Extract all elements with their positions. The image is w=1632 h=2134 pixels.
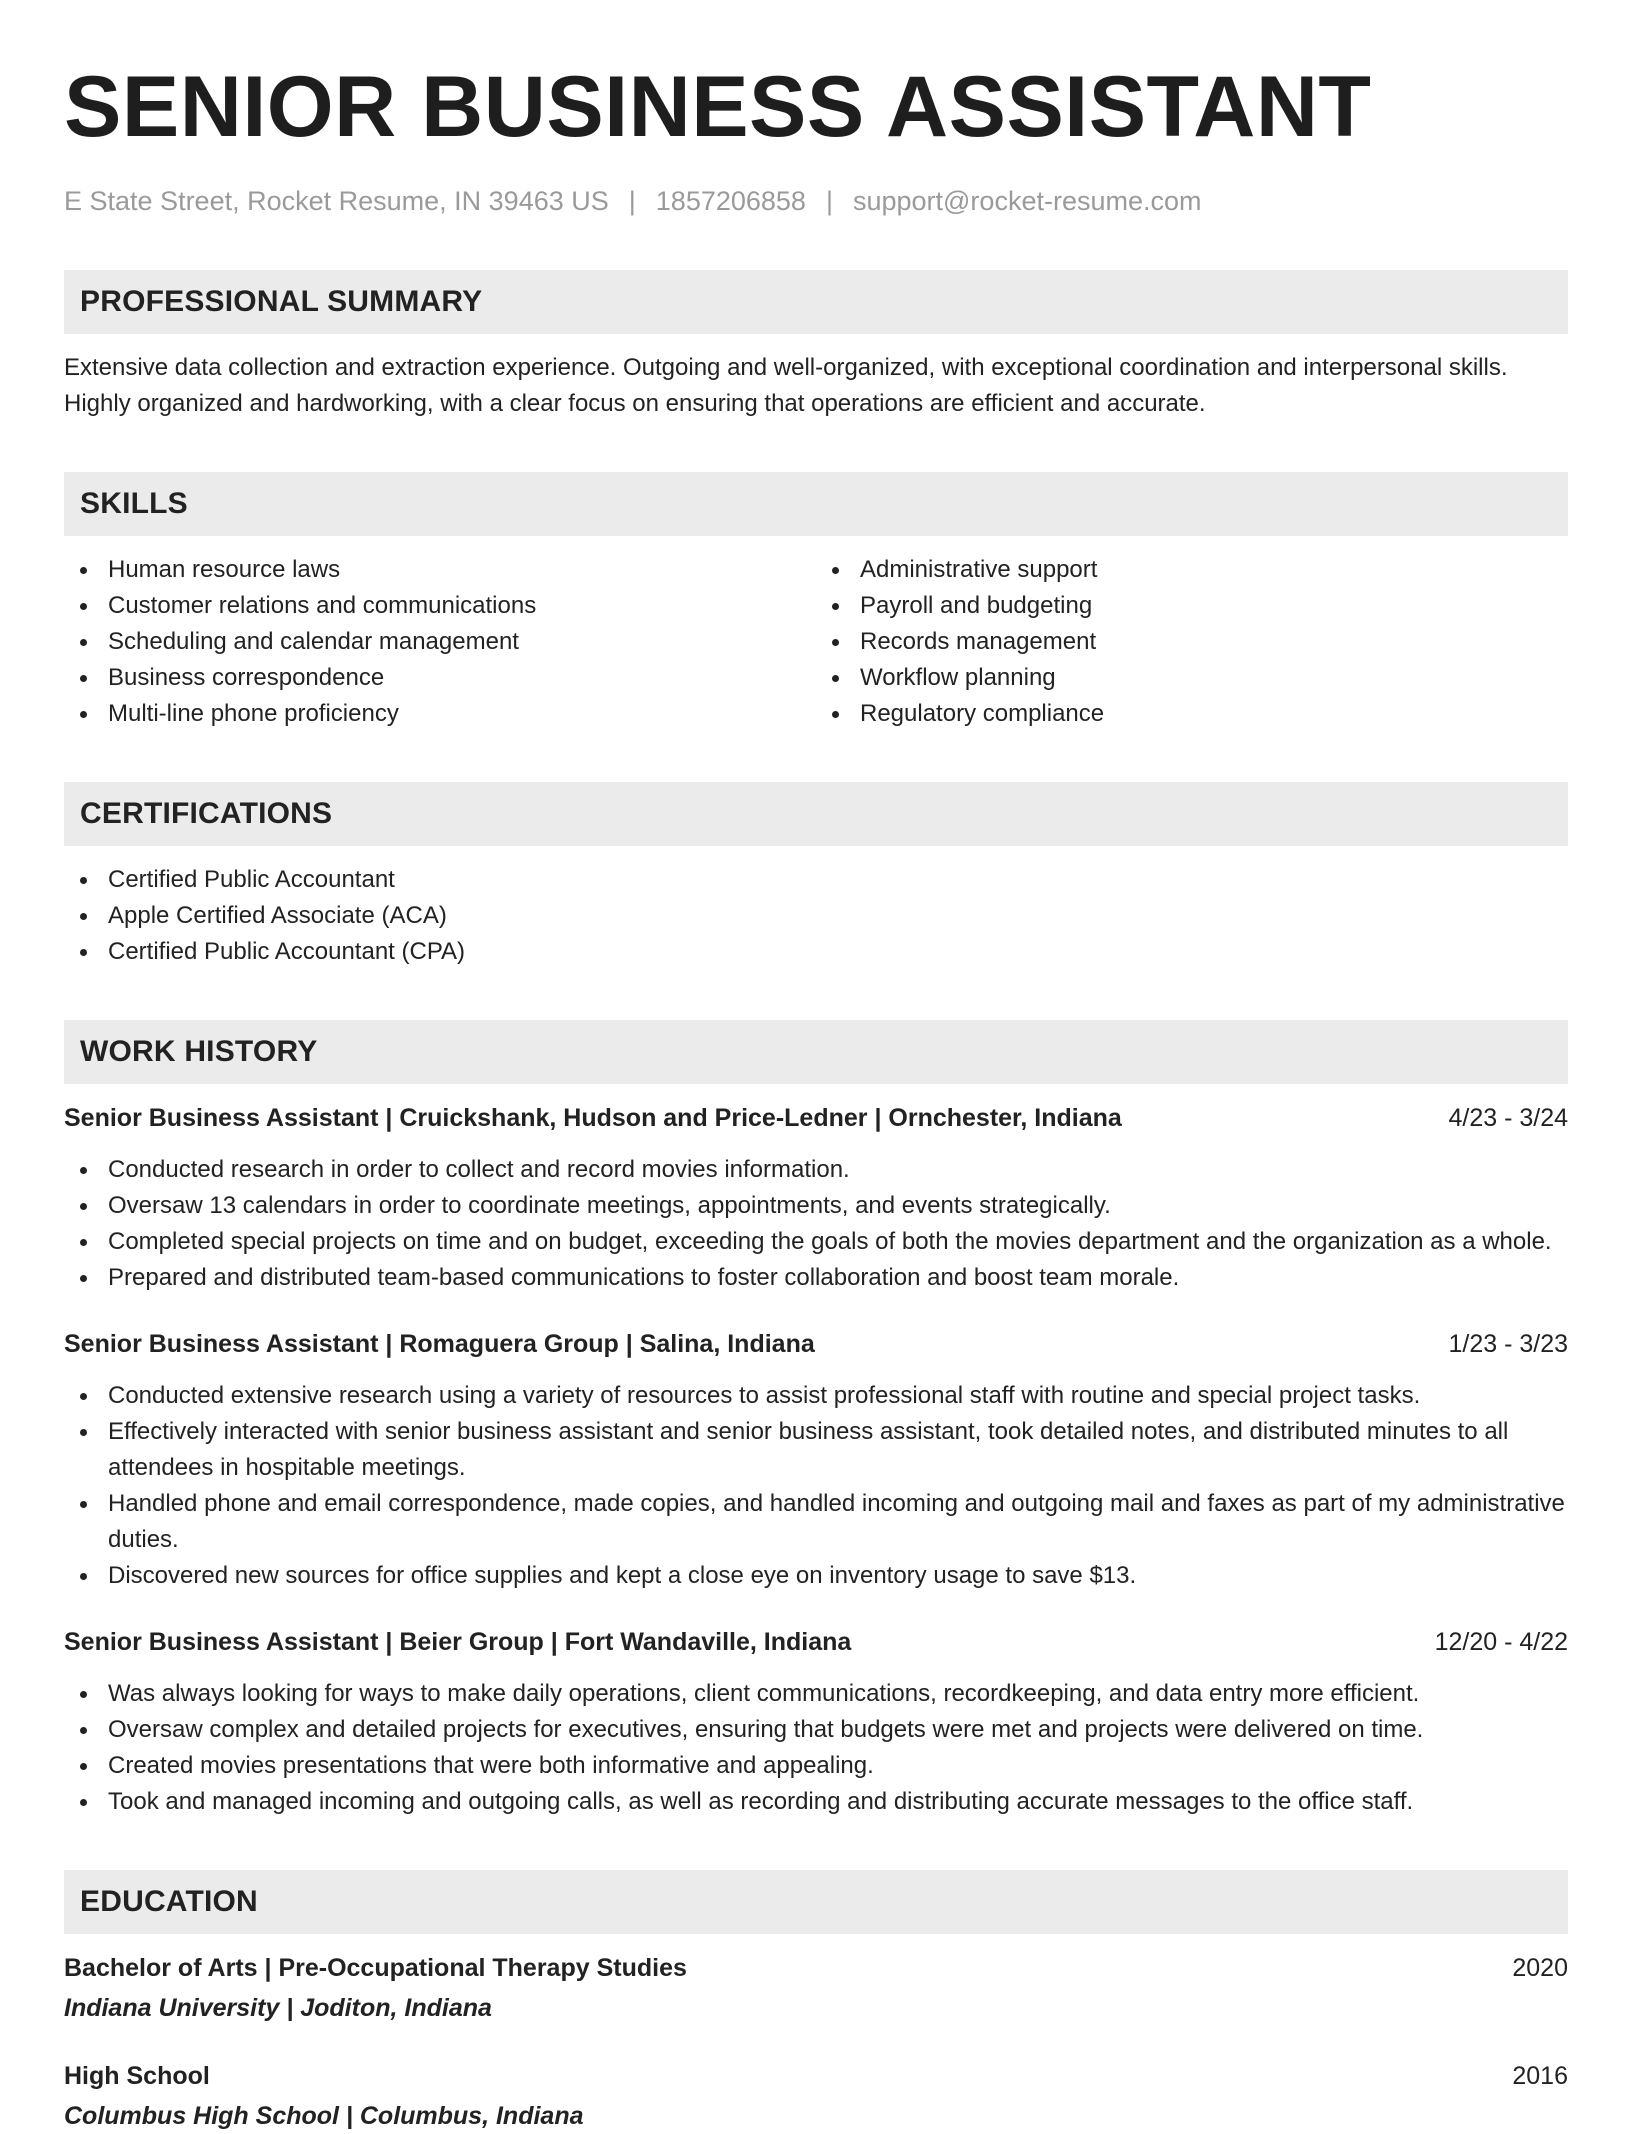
certification-item: Certified Public Accountant (64, 862, 1568, 898)
summary-section-header (64, 270, 1568, 334)
education-heading: EDUCATION (80, 1885, 258, 1918)
work-history-heading: WORK HISTORY (80, 1035, 318, 1068)
contact-email: support@rocket-resume.com (852, 186, 1202, 216)
job-bullet: Was always looking for ways to make daily operations, client communications, recordkeeping, and data entry more efficient. (64, 1676, 1568, 1712)
skills-heading: SKILLS (80, 487, 188, 520)
certifications-heading: CERTIFICATIONS (80, 797, 333, 830)
skill-item: Multi-line phone proficiency (64, 696, 816, 732)
certifications-section-header (64, 782, 1568, 846)
job-bullets (64, 1676, 1568, 1820)
certification-item: Apple Certified Associate (ACA) (64, 898, 1568, 934)
job-title: Senior Business Assistant | Romaguera Group | Salina, Indiana (64, 1330, 815, 1358)
skill-item: Scheduling and calendar management (64, 624, 816, 660)
skills-column-right (816, 552, 1568, 732)
education-section-header (64, 1870, 1568, 1934)
skills-list (64, 552, 1568, 732)
skills-column-left (64, 552, 816, 732)
job-entry (64, 1326, 1568, 1594)
certifications-list (64, 862, 1568, 970)
job-entry (64, 1624, 1568, 1820)
job-entry (64, 1100, 1568, 1296)
job-title: Senior Business Assistant | Cruickshank, Hudson and Price-Ledner | Ornchester, Indiana (64, 1104, 1122, 1132)
contact-separator: | (825, 186, 833, 216)
summary-text: Extensive data collection and extraction experience. Outgoing and well-organized, with exceptional coordination and interpersonal skills. Highly organized and hardworking, with a clear focus on ensuring that operations are efficient and accurate. (64, 354, 1508, 417)
job-bullet: Oversaw complex and detailed projects for executives, ensuring that budgets were met and projects were delivered on time. (64, 1712, 1568, 1748)
job-header (64, 1100, 1568, 1136)
contact-address: E State Street, Rocket Resume, IN 39463 US (64, 186, 609, 216)
skills-section-header (64, 472, 1568, 536)
page-title: SENIOR BUSINESS ASSISTANT (64, 59, 1372, 155)
education-entry (64, 2058, 1568, 2134)
education-degree: Bachelor of Arts | Pre-Occupational Therapy Studies (64, 1954, 687, 1982)
job-bullet: Oversaw 13 calendars in order to coordinate meetings, appointments, and events strategically. (64, 1188, 1568, 1224)
job-dates: 12/20 - 4/22 (1434, 1628, 1568, 1656)
education-school: Columbus High School | Columbus, Indiana (64, 2102, 584, 2130)
education-entry (64, 1950, 1568, 2026)
job-dates: 4/23 - 3/24 (1448, 1104, 1568, 1132)
education-school: Indiana University | Joditon, Indiana (64, 1994, 492, 2022)
job-title: Senior Business Assistant | Beier Group | Fort Wandaville, Indiana (64, 1628, 852, 1656)
skill-item: Customer relations and communications (64, 588, 816, 624)
job-bullet: Took and managed incoming and outgoing calls, as well as recording and distributing accurate messages to the office staff. (64, 1784, 1568, 1820)
job-bullets (64, 1378, 1568, 1594)
job-bullet: Conducted research in order to collect and record movies information. (64, 1152, 1568, 1188)
job-bullet: Completed special projects on time and on budget, exceeding the goals of both the movies department and the organization as a whole. (64, 1224, 1568, 1260)
job-bullet: Created movies presentations that were both informative and appealing. (64, 1748, 1568, 1784)
skill-item: Payroll and budgeting (816, 588, 1568, 624)
job-bullet: Prepared and distributed team-based communications to foster collaboration and boost team morale. (64, 1260, 1568, 1296)
education-header (64, 1950, 1568, 1986)
job-bullet: Discovered new sources for office supplies and kept a close eye on inventory usage to save $13. (64, 1558, 1568, 1594)
contact-phone: 1857206858 (655, 186, 806, 216)
contact-separator: | (628, 186, 636, 216)
job-dates: 1/23 - 3/23 (1448, 1330, 1568, 1358)
skill-item: Records management (816, 624, 1568, 660)
skill-item: Business correspondence (64, 660, 816, 696)
work-history-section-header (64, 1020, 1568, 1084)
education-degree: High School (64, 2062, 210, 2090)
job-header (64, 1624, 1568, 1660)
contact-line (64, 182, 1568, 220)
job-bullets (64, 1152, 1568, 1296)
skill-item: Workflow planning (816, 660, 1568, 696)
job-bullet: Conducted extensive research using a variety of resources to assist professional staff with routine and special project tasks. (64, 1378, 1568, 1414)
job-bullet: Handled phone and email correspondence, made copies, and handled incoming and outgoing mail and faxes as part of my administrative duties. (64, 1486, 1568, 1558)
summary-heading: PROFESSIONAL SUMMARY (80, 285, 483, 318)
job-header (64, 1326, 1568, 1362)
education-header (64, 2058, 1568, 2094)
skill-item: Human resource laws (64, 552, 816, 588)
education-year: 2016 (1512, 2062, 1568, 2090)
skill-item: Regulatory compliance (816, 696, 1568, 732)
education-year: 2020 (1512, 1954, 1568, 1982)
skill-item: Administrative support (816, 552, 1568, 588)
job-bullet: Effectively interacted with senior business assistant and senior business assistant, took detailed notes, and distributed minutes to all attendees in hospitable meetings. (64, 1414, 1568, 1486)
certification-item: Certified Public Accountant (CPA) (64, 934, 1568, 970)
